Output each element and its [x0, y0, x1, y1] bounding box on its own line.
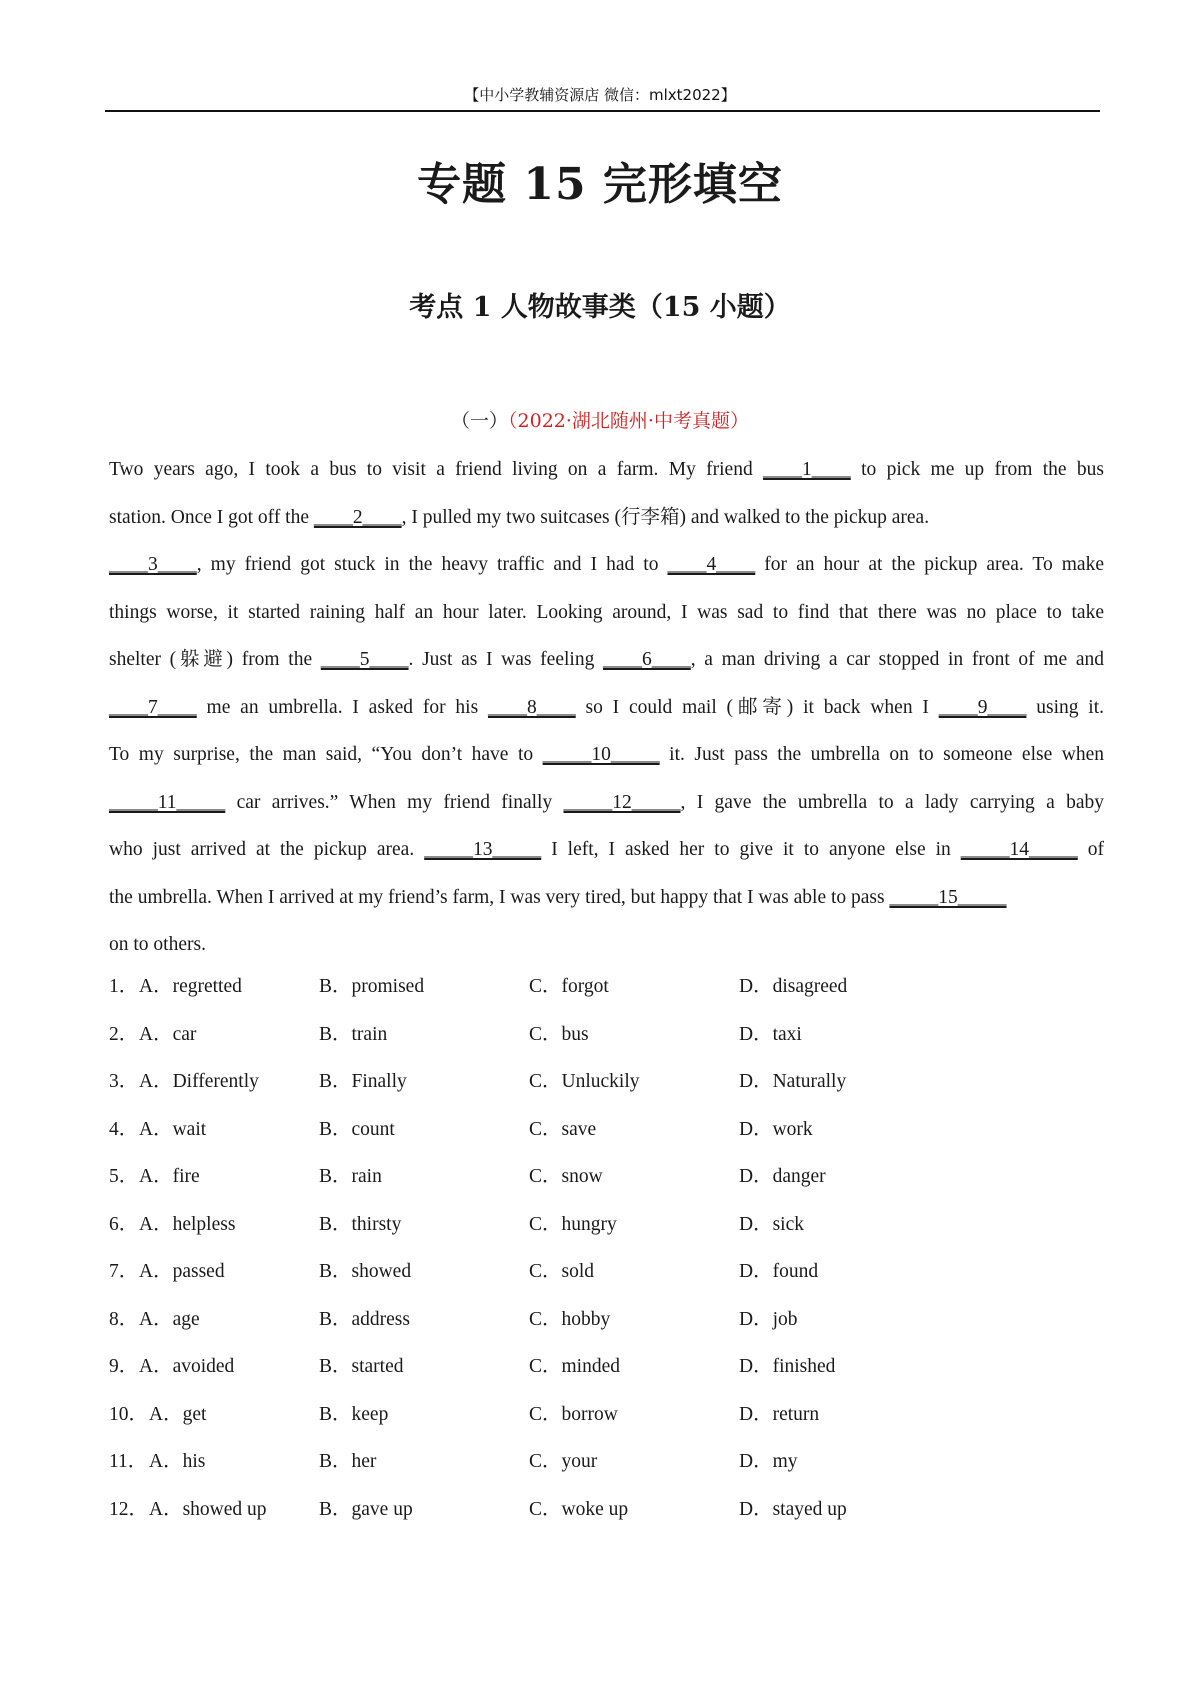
passage-line: who just arrived at the pickup area. _____13_____ I left, I asked her to give it to anyone else in _____14_____ of — [109, 839, 1104, 860]
option-a: A．helpless — [139, 1213, 236, 1235]
option-c: C．sold — [529, 1261, 595, 1282]
passage-line: ____7____ me an umbrella. I asked for his ____8____ so I could mail (邮寄) it back when I ____9____ using it. — [109, 696, 1105, 718]
option-d: D．found — [739, 1261, 819, 1282]
option-b: B．Finally — [319, 1071, 407, 1092]
option-d: D．return — [739, 1403, 820, 1425]
option-c: C．minded — [529, 1356, 620, 1377]
option-d: D．danger — [739, 1166, 826, 1187]
option-d: D．Naturally — [739, 1071, 847, 1092]
question-row: 9． A．avoided B．started C．minded D．finished — [109, 1343, 1104, 1391]
option-b: B．rain — [319, 1166, 382, 1187]
option-c: C．snow — [529, 1166, 603, 1187]
option-d: D．my — [739, 1451, 798, 1472]
option-a: A．wait — [139, 1118, 207, 1140]
blank-7: ____7____ — [109, 696, 197, 718]
passage-line: ____3____, my friend got stuck in the heavy traffic and I had to ____4____ for an hour at the pickup area. To make — [109, 554, 1104, 575]
question-row: 1． A．regretted B．promised C．forgot D．disagreed — [109, 963, 1104, 1011]
cloze-passage — [109, 446, 1104, 969]
question-row: 7． A．passed B．showed C．sold D．found — [109, 1248, 1104, 1296]
blank-14: _____14_____ — [960, 839, 1078, 860]
option-d: D．job — [739, 1308, 798, 1330]
option-c: C．your — [529, 1451, 598, 1472]
passage-line: station. Once I got off the ____2____, I pulled my two suitcases (行李箱) and walked to the pickup area. — [109, 506, 930, 528]
blank-1: ____1____ — [763, 459, 851, 480]
question-source — [0, 406, 1200, 433]
option-b: B．promised — [319, 976, 425, 997]
option-d: D．finished — [739, 1356, 836, 1377]
option-a: A．car — [139, 1023, 197, 1045]
passage-line: the umbrella. When I arrived at my friend’s farm, I was very tired, but happy that I was able to pass _____15_____ — [109, 886, 1007, 908]
source-prefix: （一） — [451, 410, 509, 432]
blank-13: _____13_____ — [424, 839, 542, 860]
question-row: 12． A．showed up B．gave up C．woke up D．stayed up — [109, 1486, 1104, 1534]
passage-line: on to others. — [109, 934, 206, 955]
option-b: B．count — [319, 1118, 395, 1140]
option-d: D．stayed up — [739, 1498, 847, 1520]
option-c: C．save — [529, 1118, 597, 1140]
option-c: C．Unluckily — [529, 1071, 640, 1092]
option-b: B．her — [319, 1451, 377, 1472]
blank-9: ____9____ — [938, 696, 1027, 718]
option-c: C．hungry — [529, 1213, 617, 1235]
question-row: 2． A．car B．train C．bus D．taxi — [109, 1011, 1104, 1059]
blank-4: ____4____ — [667, 554, 756, 575]
blank-6: ____6____ — [603, 649, 691, 670]
blank-12: _____12_____ — [563, 791, 681, 813]
option-a: A．get — [149, 1403, 207, 1425]
question-row: 3． A．Differently B．Finally C．Unluckily D．Naturally — [109, 1058, 1104, 1106]
question-row: 11． A．his B．her C．your D．my — [109, 1438, 1104, 1486]
option-a: A．Differently — [139, 1071, 259, 1092]
option-c: C．hobby — [529, 1308, 611, 1330]
document-title: 专题 15 完形填空 — [417, 159, 783, 210]
option-b: B．keep — [319, 1403, 389, 1425]
passage-line: things worse, it started raining half an hour later. Looking around, I was sad to find that there was no place to take — [109, 601, 1104, 623]
question-row: 8． A．age B．address C．hobby D．job — [109, 1296, 1104, 1344]
blank-8: ____8____ — [487, 696, 576, 718]
option-a: A．showed up — [149, 1498, 267, 1520]
option-c: C．borrow — [529, 1403, 618, 1425]
blank-10: _____10_____ — [542, 744, 660, 765]
option-a: A．fire — [139, 1166, 200, 1187]
section-subtitle: 考点 1 人物故事类（15 小题） — [409, 292, 791, 323]
option-d: D．work — [739, 1118, 813, 1140]
option-c: C．woke up — [529, 1498, 629, 1520]
question-row: 5． A．fire B．rain C．snow D．danger — [109, 1153, 1104, 1201]
option-a: A．avoided — [139, 1356, 235, 1377]
question-row: 10． A．get B．keep C．borrow D．return — [109, 1391, 1104, 1439]
option-d: D．disagreed — [739, 976, 848, 997]
source-text: （2022·湖北随州·中考真题） — [508, 410, 749, 432]
option-c: C．bus — [529, 1023, 589, 1045]
passage-line: To my surprise, the man said, “You don’t have to _____10_____ it. Just pass the umbrella on to someone else when — [109, 744, 1104, 765]
option-d: D．taxi — [739, 1023, 802, 1045]
page-header: 【中小学教辅资源店 微信：mlxt2022】 — [464, 86, 736, 104]
option-a: A．age — [139, 1308, 200, 1330]
blank-5: ____5____ — [320, 649, 409, 670]
question-row: 4． A．wait B．count C．save D．work — [109, 1106, 1104, 1154]
option-c: C．forgot — [529, 976, 609, 997]
answer-options — [109, 963, 1104, 1533]
passage-line: shelter (躲避) from the ____5____. Just as I was feeling ____6____, a man driving a car stopped in front of me and — [109, 649, 1104, 670]
option-a: A．his — [149, 1451, 206, 1472]
header-rule — [105, 110, 1100, 112]
blank-15: _____15_____ — [889, 886, 1007, 908]
passage-line: Two years ago, I took a bus to visit a friend living on a farm. My friend ____1____ to pick me up from the bus — [109, 459, 1104, 480]
option-a: A．regretted — [139, 976, 242, 997]
option-a: A．passed — [139, 1261, 225, 1282]
blank-2: ____2____ — [313, 506, 402, 528]
blank-11: _____11_____ — [109, 791, 226, 813]
option-b: B．gave up — [319, 1498, 413, 1520]
option-b: B．address — [319, 1308, 410, 1330]
option-b: B．thirsty — [319, 1213, 402, 1235]
option-d: D．sick — [739, 1213, 804, 1235]
option-b: B．train — [319, 1023, 388, 1045]
option-b: B．showed — [319, 1261, 412, 1282]
question-row: 6． A．helpless B．thirsty C．hungry D．sick — [109, 1201, 1104, 1249]
passage-line: _____11_____ car arrives.” When my friend finally _____12_____, I gave the umbrella to a lady carrying a baby — [109, 791, 1104, 813]
blank-3: ____3____ — [109, 554, 197, 575]
option-b: B．started — [319, 1356, 404, 1377]
